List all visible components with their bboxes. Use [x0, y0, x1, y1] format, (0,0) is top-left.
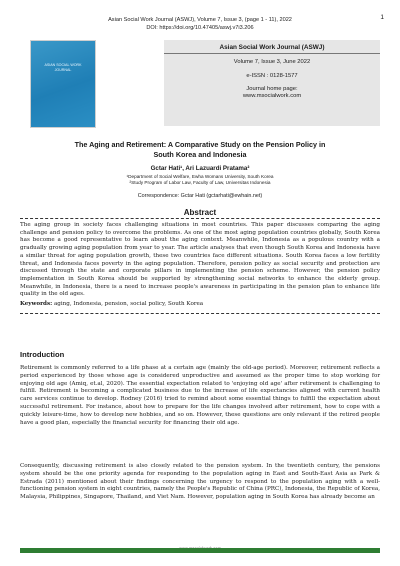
- correspondence: Correspondence: Gctar Hati (gctarhati@ewhain.net): [137, 193, 263, 199]
- dashed-divider: [20, 218, 380, 219]
- page-number: 1: [380, 14, 384, 21]
- dashed-divider: [20, 313, 380, 314]
- journal-cover-image: [30, 40, 96, 128]
- cover-title-line2: JOURNAL: [54, 68, 72, 72]
- article-title-line2: South Korea and Indonesia: [153, 149, 247, 159]
- article-title-line1: The Aging and Retirement: A Comparative Study on the Pension Policy in: [74, 140, 326, 149]
- cover-title: [37, 63, 89, 73]
- footer-bar: [20, 548, 380, 553]
- introduction-heading: Introduction: [20, 350, 65, 359]
- introduction-paragraph-2: Consequently, discussing retirement is also closely related to the pension system. In the twentieth century, the pensions system should be the one priority agenda for responding to the population aging in East and South-East Asia as Park & Estrada (2011) mentioned about their findings concerning the urgency to respond to the population aging with a well-functioning pension system in eight countries, namely the People's Republic of China (PRC), Indonesia, the Republic of Korea, Malaysia, Philippines, Singapore, Thailand, and Viet Nam. However, population aging in South Korea has already become an: [20, 463, 380, 501]
- running-header-line1: Asian Social Work Journal (ASWJ), Volume 7, Issue 3, (page 1 - 11), 2022: [108, 17, 292, 23]
- introduction-paragraph-1: Retirement is commonly referred to a life phase at a certain age (mainly the old-age period). Moreover, retirement reflects a period experienced by those whose age is considered unproductive and assumed as the proper time to stop working for enjoying old age (Amiq, et.al, 2020). The essential expectation related to 'enjoying old age' after retirement is challenging to fulfill. Retirement is becoming a complicated business due to the increase of life expectancies aligned with current health care services continue to develop. Rodney (2016) tried to remind about some essential things to fulfill the expectation about successful retirement. For instance, about how to prepare for the life changes involved after retirement, how to cope with a quickly leisure-time, how to develop new hobbies, and so on. However, these questions are only relevant if the retired people have a good plan, especially the financial security for financing their old age.: [20, 365, 380, 426]
- running-header: [0, 16, 400, 32]
- journal-homepage-label: Journal home page:: [246, 86, 298, 92]
- article-authors: Gctar Hati¹, Ari Lazuardi Pratama²: [150, 165, 250, 172]
- affiliation-2: ²Study Program of Labor Law, Faculty of Law, Universitas Indonesia: [129, 180, 271, 185]
- keywords: [20, 301, 380, 309]
- keywords-label: Keywords:: [20, 301, 53, 307]
- cover-title-line1: ASIAN SOCIAL WORK: [44, 63, 82, 67]
- journal-homepage-link[interactable]: www.msocialwork.com: [242, 93, 302, 99]
- abstract-text: The aging group in society faces challenging situations in most countries. This paper discusses comparing the aging challenge and pension policy to overcome the problems. As one of the most aging population countries globally, South Korea has become a good representative to learn about the aging context. Meanwhile, Indonesia as a populous country with a gradually growing aging population from year to year. The article analyses that even though South Korea and Indonesia have a similar threat for aging population growth, these two countries face different situations. South Korea faces a low fertility threat, and Indonesia faces poverty in the aging population. Therefore, pension policy as social security and protection are discussed through the state and corporate pillars in implementing the pension scheme. However, the pension policy implementation in South Korea should be supported by strengthening social networks to enhance the elderly group. Meanwhile, in Indonesia, there is a need to increase people's awareness in participating in the pension plan to enhance life quality in the old ages.: [20, 222, 380, 298]
- journal-info-box: [164, 40, 380, 126]
- affiliation-1: ¹Department of Social Welfare, Ewha Womans University, South Korea: [126, 174, 274, 179]
- journal-issue: Volume 7, Issue 3, June 2022: [233, 59, 311, 65]
- article-title: [40, 140, 360, 159]
- journal-issn: e-ISSN : 0128-1577: [246, 73, 298, 79]
- running-header-doi: DOI: https://doi.org/10.47405/aswj.v7i3.206: [146, 25, 254, 31]
- journal-title: Asian Social Work Journal (ASWJ): [219, 44, 325, 51]
- journal-box-divider: [164, 53, 380, 54]
- keywords-list: aging, Indonesia, pension, social policy, South Korea: [52, 301, 204, 307]
- abstract-heading: Abstract: [183, 208, 217, 217]
